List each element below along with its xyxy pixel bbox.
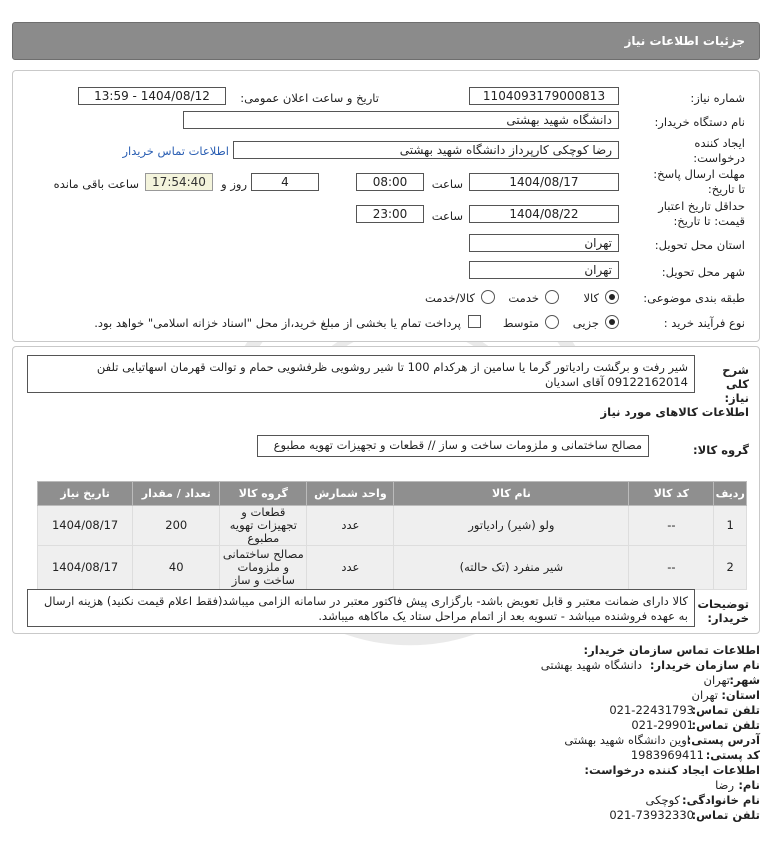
contact-address-label: آدرس پستی: xyxy=(686,733,760,747)
col-unit-header: واحد شمارش xyxy=(307,482,394,506)
creator-label-1: ایجاد کننده xyxy=(694,136,745,150)
creator-name-value: رضا xyxy=(715,778,734,792)
category-service-label: خدمت xyxy=(508,291,539,305)
need-number-label: شماره نیاز: xyxy=(690,91,745,105)
creator-family-value: کوچکی xyxy=(645,793,680,807)
creator-field[interactable]: رضا کوچکی کارپرداز دانشگاه شهید بهشتی xyxy=(233,141,619,159)
validity-label-2: قیمت: تا تاریخ: xyxy=(673,214,745,228)
need-info-panel xyxy=(12,70,760,342)
contact-fax-value: 021-29901 xyxy=(631,718,694,732)
days-field[interactable]: 4 xyxy=(251,173,319,191)
treasury-note: پرداخت تمام یا بخشی از مبلغ خرید،از محل "اسناد خزانه اسلامی" خواهد بود. xyxy=(94,316,461,330)
row-qty: 40 xyxy=(133,546,220,590)
province-field[interactable]: تهران xyxy=(469,234,619,252)
contact-province-label: استان: xyxy=(721,688,760,702)
col-code-header: کد کالا xyxy=(629,482,714,506)
goods-group-label: گروه کالا: xyxy=(693,443,749,457)
contact-phone-value: 021-22431793 xyxy=(609,703,694,717)
buyer-contact-link[interactable]: اطلاعات تماس خریدار xyxy=(122,144,229,158)
summary-label: شرح کلی نیاز: xyxy=(722,363,749,405)
row-unit: عدد xyxy=(307,506,394,546)
category-label: طبقه بندی موضوعی: xyxy=(643,291,745,305)
process-minor-radio[interactable] xyxy=(605,315,619,329)
city-field[interactable]: تهران xyxy=(469,261,619,279)
page-title: جزئیات اطلاعات نیاز xyxy=(624,34,745,48)
table-header-row xyxy=(38,482,747,506)
category-both-label: کالا/خدمت xyxy=(424,291,475,305)
goods-info-title: اطلاعات کالاهای مورد نیاز xyxy=(600,405,749,419)
need-number-field[interactable]: 1104093179000813 xyxy=(469,87,619,105)
days-label: روز و xyxy=(221,177,247,191)
goods-table xyxy=(37,481,747,590)
col-row-header: ردیف xyxy=(714,482,747,506)
row-date: 1404/08/17 xyxy=(38,506,133,546)
contact-org-value: دانشگاه شهید بهشتی xyxy=(540,658,642,672)
validity-time-label: ساعت xyxy=(431,209,463,223)
announce-field[interactable]: 1404/08/12 - 13:59 xyxy=(78,87,226,105)
category-both-radio[interactable] xyxy=(481,290,495,304)
buyer-org-label: نام دستگاه خریدار: xyxy=(654,115,745,129)
contact-city-label: شهر: xyxy=(729,673,760,687)
col-group-header: گروه کالا xyxy=(220,482,307,506)
notes-label: توضیحات خریدار: xyxy=(697,597,749,625)
need-details-panel xyxy=(12,346,760,634)
creator-phone-label: تلفن تماس: xyxy=(691,808,760,822)
creator-name-label: نام: xyxy=(738,778,760,792)
deadline-label-1: مهلت ارسال پاسخ: xyxy=(653,167,745,181)
process-minor-label: جزیی xyxy=(572,316,599,330)
contact-postal-label: کد پستی: xyxy=(705,748,760,762)
creator-label-2: درخواست: xyxy=(693,151,745,165)
table-row[interactable] xyxy=(38,506,747,546)
row-code: -- xyxy=(629,506,714,546)
row-code: -- xyxy=(629,546,714,590)
row-date: 1404/08/17 xyxy=(38,546,133,590)
col-name-header: نام کالا xyxy=(394,482,629,506)
category-goods-label: کالا xyxy=(583,291,599,305)
city-label: شهر محل تحویل: xyxy=(661,265,745,279)
row-name: شیر منفرد (تک حالته) xyxy=(394,546,629,590)
contact-org-label: نام سازمان خریدار: xyxy=(649,658,760,672)
buyer-org-field[interactable]: دانشگاه شهید بهشتی xyxy=(183,111,619,129)
category-service-radio[interactable] xyxy=(545,290,559,304)
summary-box: شیر رفت و برگشت رادیاتور گرما یا سامین از هرکدام 100 تا شیر روشویی ظرفشویی حمام و توالت قهرمان اسهاتیایی تلفن 09122162014 آقای اسدیان xyxy=(27,355,695,393)
creator-family-label: نام خانوادگی: xyxy=(682,793,760,807)
col-date-header: تاریخ نیاز xyxy=(38,482,133,506)
notes-box: کالا دارای ضمانت معتبر و قابل تعویض باشد- بارگزاری پیش فاکتور معتبر در سامانه الزامی میباشد(فقط اعلام قیمت نکنید) هزینه ارسال به عهده فروشنده میباشد - تسویه بعد از اتمام مراحل ستاد یک ماکاهه میباشد. xyxy=(27,589,695,627)
contact-postal-value: 1983969411 xyxy=(630,748,704,762)
process-label: نوع فرآیند خرید : xyxy=(663,316,745,330)
row-group: قطعات و تجهیزات تهویه مطبوع xyxy=(220,506,307,546)
row-qty: 200 xyxy=(133,506,220,546)
remaining-time-field: 17:54:40 xyxy=(145,173,213,191)
announce-label: تاریخ و ساعت اعلان عمومی: xyxy=(240,91,379,105)
page-header xyxy=(12,22,760,60)
contact-title: اطلاعات تماس سازمان خریدار: xyxy=(583,643,760,657)
goods-group-box: مصالح ساختمانی و ملزومات ساخت و ساز // قطعات و تجهیزات تهویه مطبوع xyxy=(257,435,649,457)
contact-province-value: تهران xyxy=(691,688,718,702)
contact-fax-label: تلفن تماس: xyxy=(691,718,760,732)
contact-address-value: اوین دانشگاه شهید بهشتی xyxy=(564,733,690,747)
creator-phone-value: 021-73932330 xyxy=(609,808,694,822)
row-unit: عدد xyxy=(307,546,394,590)
table-row[interactable] xyxy=(38,546,747,590)
creator-info-title: اطلاعات ایجاد کننده درخواست: xyxy=(584,763,760,777)
row-index: 1 xyxy=(714,506,747,546)
contact-city-value: تهران xyxy=(703,673,730,687)
remaining-label: ساعت باقی مانده xyxy=(53,177,139,191)
deadline-time-field[interactable]: 08:00 xyxy=(356,173,424,191)
process-medium-label: متوسط xyxy=(502,316,539,330)
col-qty-header: تعداد / مقدار xyxy=(133,482,220,506)
deadline-time-label: ساعت xyxy=(431,177,463,191)
category-goods-radio[interactable] xyxy=(605,290,619,304)
process-medium-radio[interactable] xyxy=(545,315,559,329)
treasury-checkbox[interactable] xyxy=(468,315,481,328)
row-name: ولو (شیر) رادیاتور xyxy=(394,506,629,546)
validity-label-1: حداقل تاریخ اعتبار xyxy=(658,199,745,213)
row-index: 2 xyxy=(714,546,747,590)
row-group: مصالح ساختمانی و ملزومات ساخت و ساز xyxy=(220,546,307,590)
deadline-label-2: تا تاریخ: xyxy=(707,182,745,196)
validity-date-field[interactable]: 1404/08/22 xyxy=(469,205,619,223)
province-label: استان محل تحویل: xyxy=(654,238,745,252)
contact-phone-label: تلفن تماس: xyxy=(691,703,760,717)
deadline-date-field[interactable]: 1404/08/17 xyxy=(469,173,619,191)
validity-time-field[interactable]: 23:00 xyxy=(356,205,424,223)
